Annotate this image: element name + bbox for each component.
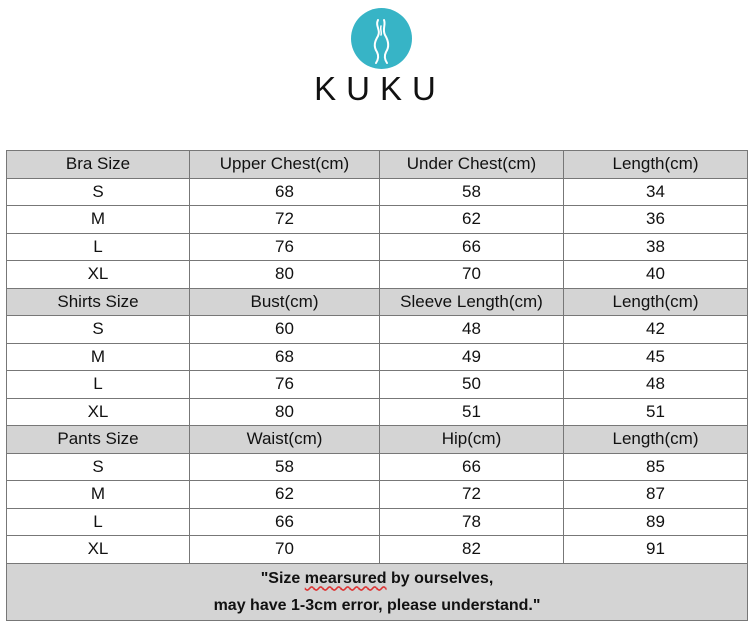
section-header-row: [7, 426, 748, 454]
column-header: Shirts Size: [7, 288, 190, 316]
table-row: [7, 453, 748, 481]
column-header: Bust(cm): [190, 288, 380, 316]
size-label-cell: S: [7, 453, 190, 481]
measurement-cell: 68: [190, 178, 380, 206]
size-label-cell: M: [7, 481, 190, 509]
note-row: [7, 563, 748, 620]
column-header: Length(cm): [564, 426, 748, 454]
brand-name: KUKU: [314, 70, 446, 107]
column-header: Bra Size: [7, 151, 190, 179]
measurement-cell: 70: [190, 536, 380, 564]
measurement-cell: 78: [380, 508, 564, 536]
table-row: [7, 536, 748, 564]
note-line2: may have 1-3cm error, please understand.": [213, 596, 541, 614]
section-header-row: [7, 288, 748, 316]
measurement-cell: 68: [190, 343, 380, 371]
note-line1-start: "Size: [260, 569, 305, 587]
size-label-cell: XL: [7, 536, 190, 564]
table-row: [7, 371, 748, 399]
size-label-cell: M: [7, 206, 190, 234]
size-label-cell: XL: [7, 261, 190, 289]
measurement-cell: 51: [380, 398, 564, 426]
size-label-cell: L: [7, 233, 190, 261]
column-header: Waist(cm): [190, 426, 380, 454]
measurement-cell: 50: [380, 371, 564, 399]
column-header: Sleeve Length(cm): [380, 288, 564, 316]
size-label-cell: L: [7, 508, 190, 536]
size-label-cell: S: [7, 178, 190, 206]
measurement-cell: 66: [380, 453, 564, 481]
measurement-cell: 62: [380, 206, 564, 234]
body-silhouette-icon: [351, 8, 412, 69]
column-header: Length(cm): [564, 288, 748, 316]
table-row: [7, 481, 748, 509]
measurement-cell: 89: [564, 508, 748, 536]
table-row: [7, 178, 748, 206]
column-header: Hip(cm): [380, 426, 564, 454]
section-header-row: [7, 151, 748, 179]
disclaimer-note: [7, 563, 748, 620]
measurement-cell: 38: [564, 233, 748, 261]
measurement-cell: 76: [190, 371, 380, 399]
measurement-cell: 82: [380, 536, 564, 564]
column-header: Length(cm): [564, 151, 748, 179]
table-row: [7, 508, 748, 536]
measurement-cell: 36: [564, 206, 748, 234]
measurement-cell: 42: [564, 316, 748, 344]
table-row: [7, 206, 748, 234]
size-chart-table: [6, 150, 748, 621]
measurement-cell: 49: [380, 343, 564, 371]
measurement-cell: 51: [564, 398, 748, 426]
measurement-cell: 91: [564, 536, 748, 564]
measurement-cell: 40: [564, 261, 748, 289]
table-row: [7, 398, 748, 426]
size-label-cell: S: [7, 316, 190, 344]
measurement-cell: 66: [190, 508, 380, 536]
measurement-cell: 80: [190, 398, 380, 426]
measurement-cell: 76: [190, 233, 380, 261]
measurement-cell: 80: [190, 261, 380, 289]
table-row: [7, 343, 748, 371]
size-label-cell: M: [7, 343, 190, 371]
column-header: Upper Chest(cm): [190, 151, 380, 179]
measurement-cell: 85: [564, 453, 748, 481]
measurement-cell: 72: [380, 481, 564, 509]
measurement-cell: 58: [380, 178, 564, 206]
measurement-cell: 48: [564, 371, 748, 399]
size-label-cell: L: [7, 371, 190, 399]
measurement-cell: 62: [190, 481, 380, 509]
measurement-cell: 34: [564, 178, 748, 206]
column-header: Pants Size: [7, 426, 190, 454]
brand-logo: [0, 0, 750, 140]
measurement-cell: 45: [564, 343, 748, 371]
measurement-cell: 70: [380, 261, 564, 289]
measurement-cell: 60: [190, 316, 380, 344]
measurement-cell: 66: [380, 233, 564, 261]
table-row: [7, 261, 748, 289]
measurement-cell: 72: [190, 206, 380, 234]
table-row: [7, 316, 748, 344]
column-header: Under Chest(cm): [380, 151, 564, 179]
measurement-cell: 58: [190, 453, 380, 481]
measurement-cell: 87: [564, 481, 748, 509]
measurement-cell: 48: [380, 316, 564, 344]
size-label-cell: XL: [7, 398, 190, 426]
note-misspelled-word: mearsured: [304, 569, 387, 587]
table-row: [7, 233, 748, 261]
note-line1-end: by ourselves,: [386, 569, 494, 587]
